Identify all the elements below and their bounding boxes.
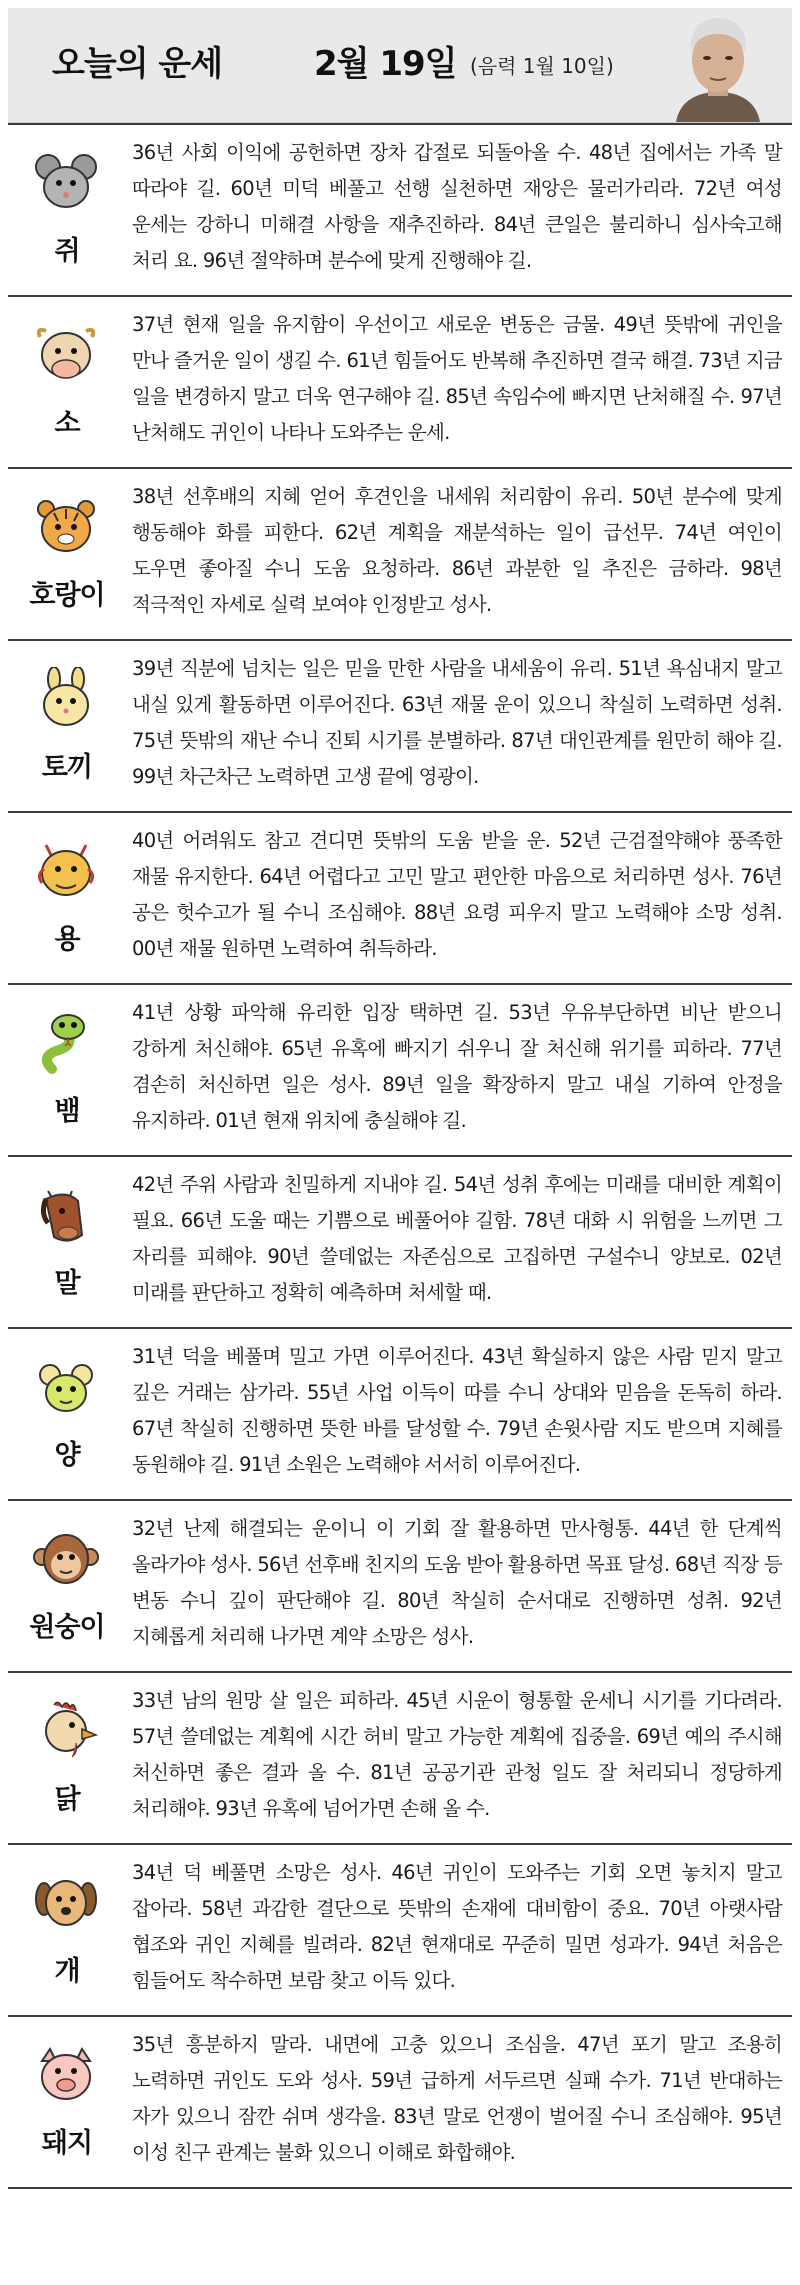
monkey-icon <box>32 1527 100 1591</box>
zodiac-row-horse <box>8 1155 792 1327</box>
fortune-text: 32년 난제 해결되는 운이니 이 기회 잘 활용하면 만사형통. 44년 한 단계씩 올라가야 성사. 56년 선후배 친지의 도움 받아 활용하면 목표 달성. 68년 직장 등 변동 수니 깊이 판단해야 길. 80년 착실히 순서대로 진행하면 성취. 92년 지혜롭게 처리해 나가면 계약 소망은 성사. <box>132 1517 782 1648</box>
fortune-text: 37년 현재 일을 유지함이 우선이고 새로운 변동은 금물. 49년 뜻밖에 귀인을 만나 즐거운 일이 생길 수. 61년 힘들어도 반복해 추진하면 결국 해결. 73년 지금 일을 변경하지 말고 더욱 연구해야 길. 85년 속임수에 빠지면 난처해질 수. 97년 난처해도 귀인이 나타나 도와주는 운세. <box>132 313 782 444</box>
zodiac-row-dragon <box>8 811 792 983</box>
rooster-icon <box>32 1699 100 1763</box>
fortune-text: 35년 흥분하지 말라. 내면에 고충 있으니 조심을. 47년 포기 말고 조용히 노력하면 귀인도 도와 성사. 59년 급하게 서두르면 실패 수가. 71년 반대하는 자가 있으니 잠깐 쉬며 생각을. 83년 말로 언쟁이 벌어질 수니 조심해야. 95년 이성 친구 관계는 불화 있으니 이해로 화합해야. <box>132 2033 782 2164</box>
sheep-icon <box>32 1355 100 1419</box>
header-banner <box>8 8 792 123</box>
pig-icon <box>32 2043 100 2107</box>
zodiac-row-sheep <box>8 1327 792 1499</box>
zodiac-name: 소 <box>54 408 80 439</box>
horse-icon <box>32 1183 100 1247</box>
rabbit-icon <box>32 667 100 731</box>
zodiac-name: 뱀 <box>54 1096 80 1127</box>
zodiac-row-tiger <box>8 467 792 639</box>
zodiac-name: 닭 <box>54 1784 80 1815</box>
solar-date: 2월 19일 <box>314 44 457 84</box>
author-portrait <box>658 8 778 122</box>
zodiac-row-pig <box>8 2015 792 2189</box>
zodiac-row-rat <box>8 123 792 295</box>
fortune-text: 41년 상황 파악해 유리한 입장 택하면 길. 53년 우유부단하면 비난 받으니 강하게 처신해야. 65년 유혹에 빠지기 쉬우니 잘 처신해 위기를 피하라. 77년 겸손히 처신하면 일은 성사. 89년 일을 확장하지 말고 내실 기하여 안정을 유지하라. 01년 현재 위치에 충실해야 길. <box>132 1001 782 1132</box>
zodiac-row-rabbit <box>8 639 792 811</box>
fortune-text: 33년 남의 원망 살 일은 피하라. 45년 시운이 형통할 운세니 시기를 기다려라. 57년 쓸데없는 계획에 시간 허비 말고 가능한 계획에 집중을. 69년 예의 주시해 처신하면 좋은 결과 올 수. 81년 공공기관 관청 일도 잘 처리되니 정당하게 처리해야. 93년 유혹에 넘어가면 손해 올 수. <box>132 1689 782 1820</box>
zodiac-row-rooster <box>8 1671 792 1843</box>
page-title: 오늘의 운세 <box>52 44 223 84</box>
dragon-icon <box>32 839 100 903</box>
zodiac-name: 개 <box>54 1956 80 1987</box>
fortune-text: 40년 어려워도 참고 견디면 뜻밖의 도움 받을 운. 52년 근검절약해야 풍족한 재물 유지한다. 64년 어렵다고 고민 말고 편안한 마음으로 처리하면 성사. 76년 공은 헛수고가 될 수니 조심해야. 88년 요령 피우지 말고 노력해야 소망 성취. 00년 재물 원하면 노력하여 취득하라. <box>132 829 782 960</box>
zodiac-name: 용 <box>54 924 80 955</box>
snake-icon <box>32 1011 100 1075</box>
lunar-date: (음력 1월 10일) <box>470 54 614 78</box>
zodiac-row-ox <box>8 295 792 467</box>
zodiac-name: 돼지 <box>41 2128 93 2159</box>
zodiac-name: 말 <box>54 1268 80 1299</box>
zodiac-row-dog <box>8 1843 792 2015</box>
fortune-text: 34년 덕 베풀면 소망은 성사. 46년 귀인이 도와주는 기회 오면 놓치지 말고 잡아라. 58년 과감한 결단으로 뜻밖의 손재에 대비함이 중요. 70년 아랫사람 협조와 귀인 지혜를 빌려라. 82년 현재대로 꾸준히 밀면 성과가. 94년 처음은 힘들어도 착수하면 보람 찾고 이득 있다. <box>132 1861 782 1992</box>
zodiac-name: 토끼 <box>41 752 93 783</box>
zodiac-name: 원숭이 <box>29 1612 105 1643</box>
tiger-icon <box>32 495 100 559</box>
zodiac-name: 쥐 <box>54 236 80 267</box>
fortune-text: 42년 주위 사람과 친밀하게 지내야 길. 54년 성취 후에는 미래를 대비한 계획이 필요. 66년 도울 때는 기쁨으로 베풀어야 길함. 78년 대화 시 위험을 느끼면 그 자리를 피해야. 90년 쓸데없는 자존심으로 고집하면 구설수니 양보로. 02년 미래를 판단하고 정확히 예측하며 처세할 때. <box>132 1173 782 1304</box>
fortune-page <box>8 8 792 2189</box>
fortune-text: 39년 직분에 넘치는 일은 믿을 만한 사람을 내세움이 유리. 51년 욕심내지 말고 내실 있게 활동하면 이루어진다. 63년 재물 운이 있으니 착실히 노력하면 성취. 75년 뜻밖의 재난 수니 진퇴 시기를 분별하라. 87년 대인관계를 원만히 해야 길. 99년 차근차근 노력하면 고생 끝에 영광이. <box>132 657 782 788</box>
zodiac-row-snake <box>8 983 792 1155</box>
zodiac-row-monkey <box>8 1499 792 1671</box>
fortune-text: 31년 덕을 베풀며 밀고 가면 이루어진다. 43년 확실하지 않은 사람 믿지 말고 깊은 거래는 삼가라. 55년 사업 이득이 따를 수니 상대와 믿음을 돈독히 하라. 67년 착실히 진행하면 뜻한 바를 달성할 수. 79년 손윗사람 지도 받으며 지혜를 동원해야 길. 91년 소원은 노력해야 서서히 이루어진다. <box>132 1345 782 1476</box>
dog-icon <box>32 1871 100 1935</box>
fortune-text: 38년 선후배의 지혜 얻어 후견인을 내세워 처리함이 유리. 50년 분수에 맞게 행동해야 화를 피한다. 62년 계획을 재분석하는 일이 급선무. 74년 여인이 도우면 좋아질 수니 도움 요청하라. 86년 과분한 일 추진은 금하라. 98년 적극적인 자세로 실력 보여야 인정받고 성사. <box>132 485 782 616</box>
zodiac-name: 양 <box>54 1440 80 1471</box>
rat-icon <box>32 151 100 215</box>
zodiac-name: 호랑이 <box>29 580 105 611</box>
fortune-text: 36년 사회 이익에 공헌하면 장차 갑절로 되돌아올 수. 48년 집에서는 가족 말 따라야 길. 60년 미덕 베풀고 선행 실천하면 재앙은 물러가리라. 72년 여성 운세는 강하니 미해결 사항을 재추진하라. 84년 큰일은 불리하니 심사숙고해 처리 요. 96년 절약하며 분수에 맞게 진행해야 길. <box>132 141 782 272</box>
ox-icon <box>32 323 100 387</box>
